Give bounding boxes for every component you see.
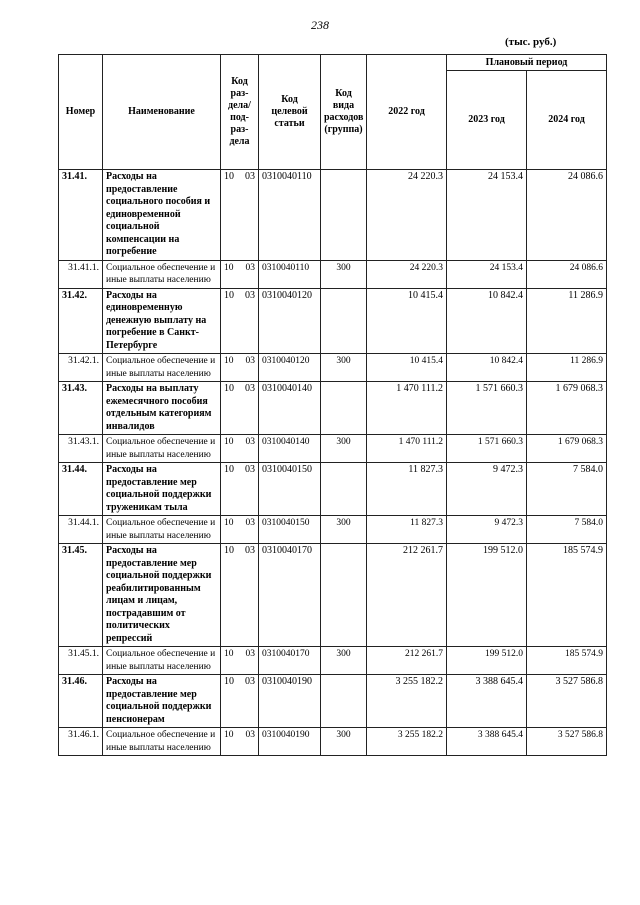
row-amount-2024: 24 086.6 bbox=[527, 170, 607, 261]
row-amount-2023: 199 512.0 bbox=[447, 647, 527, 675]
row-number: 31.41.1. bbox=[59, 260, 103, 288]
row-amount-2023: 199 512.0 bbox=[447, 544, 527, 647]
section-code: 10 bbox=[224, 437, 234, 447]
table-row bbox=[59, 544, 607, 647]
header-vr: Код вида расходов (группа) bbox=[321, 55, 367, 170]
table-body bbox=[59, 170, 607, 756]
table-row bbox=[59, 260, 607, 288]
page-number: 238 bbox=[311, 18, 329, 32]
row-name: Расходы на предоставление мер социальной поддержки труженикам тыла bbox=[103, 463, 221, 516]
row-expense-type: 300 bbox=[321, 647, 367, 675]
row-amount-2024: 3 527 586.8 bbox=[527, 675, 607, 728]
row-number: 31.44.1. bbox=[59, 516, 103, 544]
row-number: 31.46.1. bbox=[59, 728, 103, 756]
section-code: 10 bbox=[224, 171, 234, 182]
row-target-code: 0310040120 bbox=[259, 354, 321, 382]
table-row bbox=[59, 728, 607, 756]
row-target-code: 0310040150 bbox=[259, 516, 321, 544]
header-num: Номер bbox=[59, 55, 103, 170]
row-amount-2022: 3 255 182.2 bbox=[367, 675, 447, 728]
row-section-code bbox=[221, 170, 259, 261]
row-expense-type: 300 bbox=[321, 354, 367, 382]
table-row bbox=[59, 354, 607, 382]
row-amount-2022: 10 415.4 bbox=[367, 288, 447, 354]
row-number: 31.44. bbox=[59, 463, 103, 516]
table-row bbox=[59, 288, 607, 354]
table-row bbox=[59, 463, 607, 516]
subsection-code: 03 bbox=[245, 676, 255, 687]
subsection-code: 03 bbox=[245, 262, 255, 273]
row-section-code bbox=[221, 728, 259, 756]
row-expense-type bbox=[321, 288, 367, 354]
units-label: (тыс. руб.) bbox=[505, 36, 557, 48]
row-section-code bbox=[221, 354, 259, 382]
header-rz: Код раз-дела/ под-раз-дела bbox=[221, 55, 259, 170]
subsection-code: 03 bbox=[245, 518, 255, 528]
row-number: 31.45. bbox=[59, 544, 103, 647]
row-expense-type: 300 bbox=[321, 516, 367, 544]
row-target-code: 0310040170 bbox=[259, 647, 321, 675]
row-amount-2022: 1 470 111.2 bbox=[367, 382, 447, 435]
section-code: 10 bbox=[224, 356, 234, 366]
row-target-code: 0310040140 bbox=[259, 382, 321, 435]
row-amount-2024: 1 679 068.3 bbox=[527, 382, 607, 435]
row-section-code bbox=[221, 516, 259, 544]
subsection-code: 03 bbox=[245, 649, 255, 659]
header-plan: Плановый период bbox=[447, 55, 607, 71]
row-amount-2022: 10 415.4 bbox=[367, 354, 447, 382]
row-amount-2023: 3 388 645.4 bbox=[447, 675, 527, 728]
subsection-code: 03 bbox=[245, 171, 255, 182]
row-target-code: 0310040110 bbox=[259, 260, 321, 288]
row-amount-2022: 11 827.3 bbox=[367, 516, 447, 544]
row-expense-type bbox=[321, 382, 367, 435]
table-row bbox=[59, 516, 607, 544]
header-2022: 2022 год bbox=[367, 55, 447, 170]
subsection-code: 03 bbox=[245, 289, 255, 301]
row-amount-2023: 3 388 645.4 bbox=[447, 728, 527, 756]
row-target-code: 0310040110 bbox=[259, 170, 321, 261]
subsection-code: 03 bbox=[245, 545, 255, 556]
row-amount-2022: 11 827.3 bbox=[367, 463, 447, 516]
table-row bbox=[59, 435, 607, 463]
row-number: 31.46. bbox=[59, 675, 103, 728]
row-expense-type bbox=[321, 463, 367, 516]
row-amount-2023: 24 153.4 bbox=[447, 260, 527, 288]
table-row bbox=[59, 170, 607, 261]
row-amount-2024: 11 286.9 bbox=[527, 354, 607, 382]
row-name: Расходы на предоставление мер социальной поддержки реабилитированным лицам и лицам, пострадавшим от политических репрессий bbox=[103, 544, 221, 647]
row-amount-2023: 1 571 660.3 bbox=[447, 382, 527, 435]
section-code: 10 bbox=[224, 649, 234, 659]
row-expense-type bbox=[321, 544, 367, 647]
row-name: Социальное обеспечение и иные выплаты населению bbox=[103, 728, 221, 756]
section-code: 10 bbox=[224, 730, 234, 740]
subsection-code: 03 bbox=[245, 730, 255, 740]
row-target-code: 0310040120 bbox=[259, 288, 321, 354]
row-name: Социальное обеспечение и иные выплаты населению bbox=[103, 516, 221, 544]
row-expense-type: 300 bbox=[321, 260, 367, 288]
row-amount-2022: 212 261.7 bbox=[367, 647, 447, 675]
row-target-code: 0310040170 bbox=[259, 544, 321, 647]
row-amount-2022: 1 470 111.2 bbox=[367, 435, 447, 463]
row-expense-type: 300 bbox=[321, 435, 367, 463]
budget-table bbox=[58, 54, 607, 756]
header-cs: Код целевой статьи bbox=[259, 55, 321, 170]
row-amount-2024: 7 584.0 bbox=[527, 463, 607, 516]
row-name: Расходы на предоставление социального пособия и единовременной социальной компенсации на погребение bbox=[103, 170, 221, 261]
row-amount-2024: 185 574.9 bbox=[527, 647, 607, 675]
row-amount-2022: 24 220.3 bbox=[367, 260, 447, 288]
row-section-code bbox=[221, 288, 259, 354]
table-row bbox=[59, 382, 607, 435]
subsection-code: 03 bbox=[245, 437, 255, 447]
row-amount-2024: 7 584.0 bbox=[527, 516, 607, 544]
row-expense-type bbox=[321, 170, 367, 261]
row-section-code bbox=[221, 675, 259, 728]
row-amount-2024: 11 286.9 bbox=[527, 288, 607, 354]
row-amount-2024: 185 574.9 bbox=[527, 544, 607, 647]
subsection-code: 03 bbox=[245, 464, 255, 475]
section-code: 10 bbox=[224, 676, 234, 687]
row-amount-2024: 24 086.6 bbox=[527, 260, 607, 288]
row-amount-2023: 24 153.4 bbox=[447, 170, 527, 261]
row-number: 31.42. bbox=[59, 288, 103, 354]
row-amount-2023: 10 842.4 bbox=[447, 288, 527, 354]
row-section-code bbox=[221, 382, 259, 435]
row-number: 31.43. bbox=[59, 382, 103, 435]
section-code: 10 bbox=[224, 289, 234, 301]
row-section-code bbox=[221, 435, 259, 463]
row-expense-type: 300 bbox=[321, 728, 367, 756]
row-number: 31.42.1. bbox=[59, 354, 103, 382]
row-target-code: 0310040190 bbox=[259, 728, 321, 756]
row-amount-2024: 3 527 586.8 bbox=[527, 728, 607, 756]
table-row bbox=[59, 647, 607, 675]
header-2024: 2024 год bbox=[527, 71, 607, 170]
row-amount-2022: 212 261.7 bbox=[367, 544, 447, 647]
section-code: 10 bbox=[224, 262, 234, 273]
row-name: Расходы на выплату ежемесячного пособия отдельным категориям инвалидов bbox=[103, 382, 221, 435]
header-name: Наименование bbox=[103, 55, 221, 170]
row-section-code bbox=[221, 260, 259, 288]
row-amount-2023: 10 842.4 bbox=[447, 354, 527, 382]
row-amount-2024: 1 679 068.3 bbox=[527, 435, 607, 463]
subsection-code: 03 bbox=[245, 383, 255, 394]
table-row bbox=[59, 675, 607, 728]
section-code: 10 bbox=[224, 545, 234, 556]
row-amount-2023: 1 571 660.3 bbox=[447, 435, 527, 463]
section-code: 10 bbox=[224, 518, 234, 528]
row-amount-2022: 3 255 182.2 bbox=[367, 728, 447, 756]
header-2023: 2023 год bbox=[447, 71, 527, 170]
subsection-code: 03 bbox=[245, 356, 255, 366]
row-target-code: 0310040140 bbox=[259, 435, 321, 463]
row-amount-2022: 24 220.3 bbox=[367, 170, 447, 261]
row-number: 31.45.1. bbox=[59, 647, 103, 675]
row-name: Социальное обеспечение и иные выплаты населению bbox=[103, 260, 221, 288]
row-target-code: 0310040190 bbox=[259, 675, 321, 728]
row-amount-2023: 9 472.3 bbox=[447, 463, 527, 516]
row-section-code bbox=[221, 544, 259, 647]
row-number: 31.43.1. bbox=[59, 435, 103, 463]
row-expense-type bbox=[321, 675, 367, 728]
row-name: Расходы на предоставление мер социальной поддержки пенсионерам bbox=[103, 675, 221, 728]
section-code: 10 bbox=[224, 464, 234, 475]
row-section-code bbox=[221, 463, 259, 516]
section-code: 10 bbox=[224, 383, 234, 394]
row-name: Расходы на единовременную денежную выплату на погребение в Санкт-Петербурге bbox=[103, 288, 221, 354]
row-name: Социальное обеспечение и иные выплаты населению bbox=[103, 647, 221, 675]
row-target-code: 0310040150 bbox=[259, 463, 321, 516]
row-section-code bbox=[221, 647, 259, 675]
row-amount-2023: 9 472.3 bbox=[447, 516, 527, 544]
row-number: 31.41. bbox=[59, 170, 103, 261]
row-name: Социальное обеспечение и иные выплаты населению bbox=[103, 354, 221, 382]
row-name: Социальное обеспечение и иные выплаты населению bbox=[103, 435, 221, 463]
